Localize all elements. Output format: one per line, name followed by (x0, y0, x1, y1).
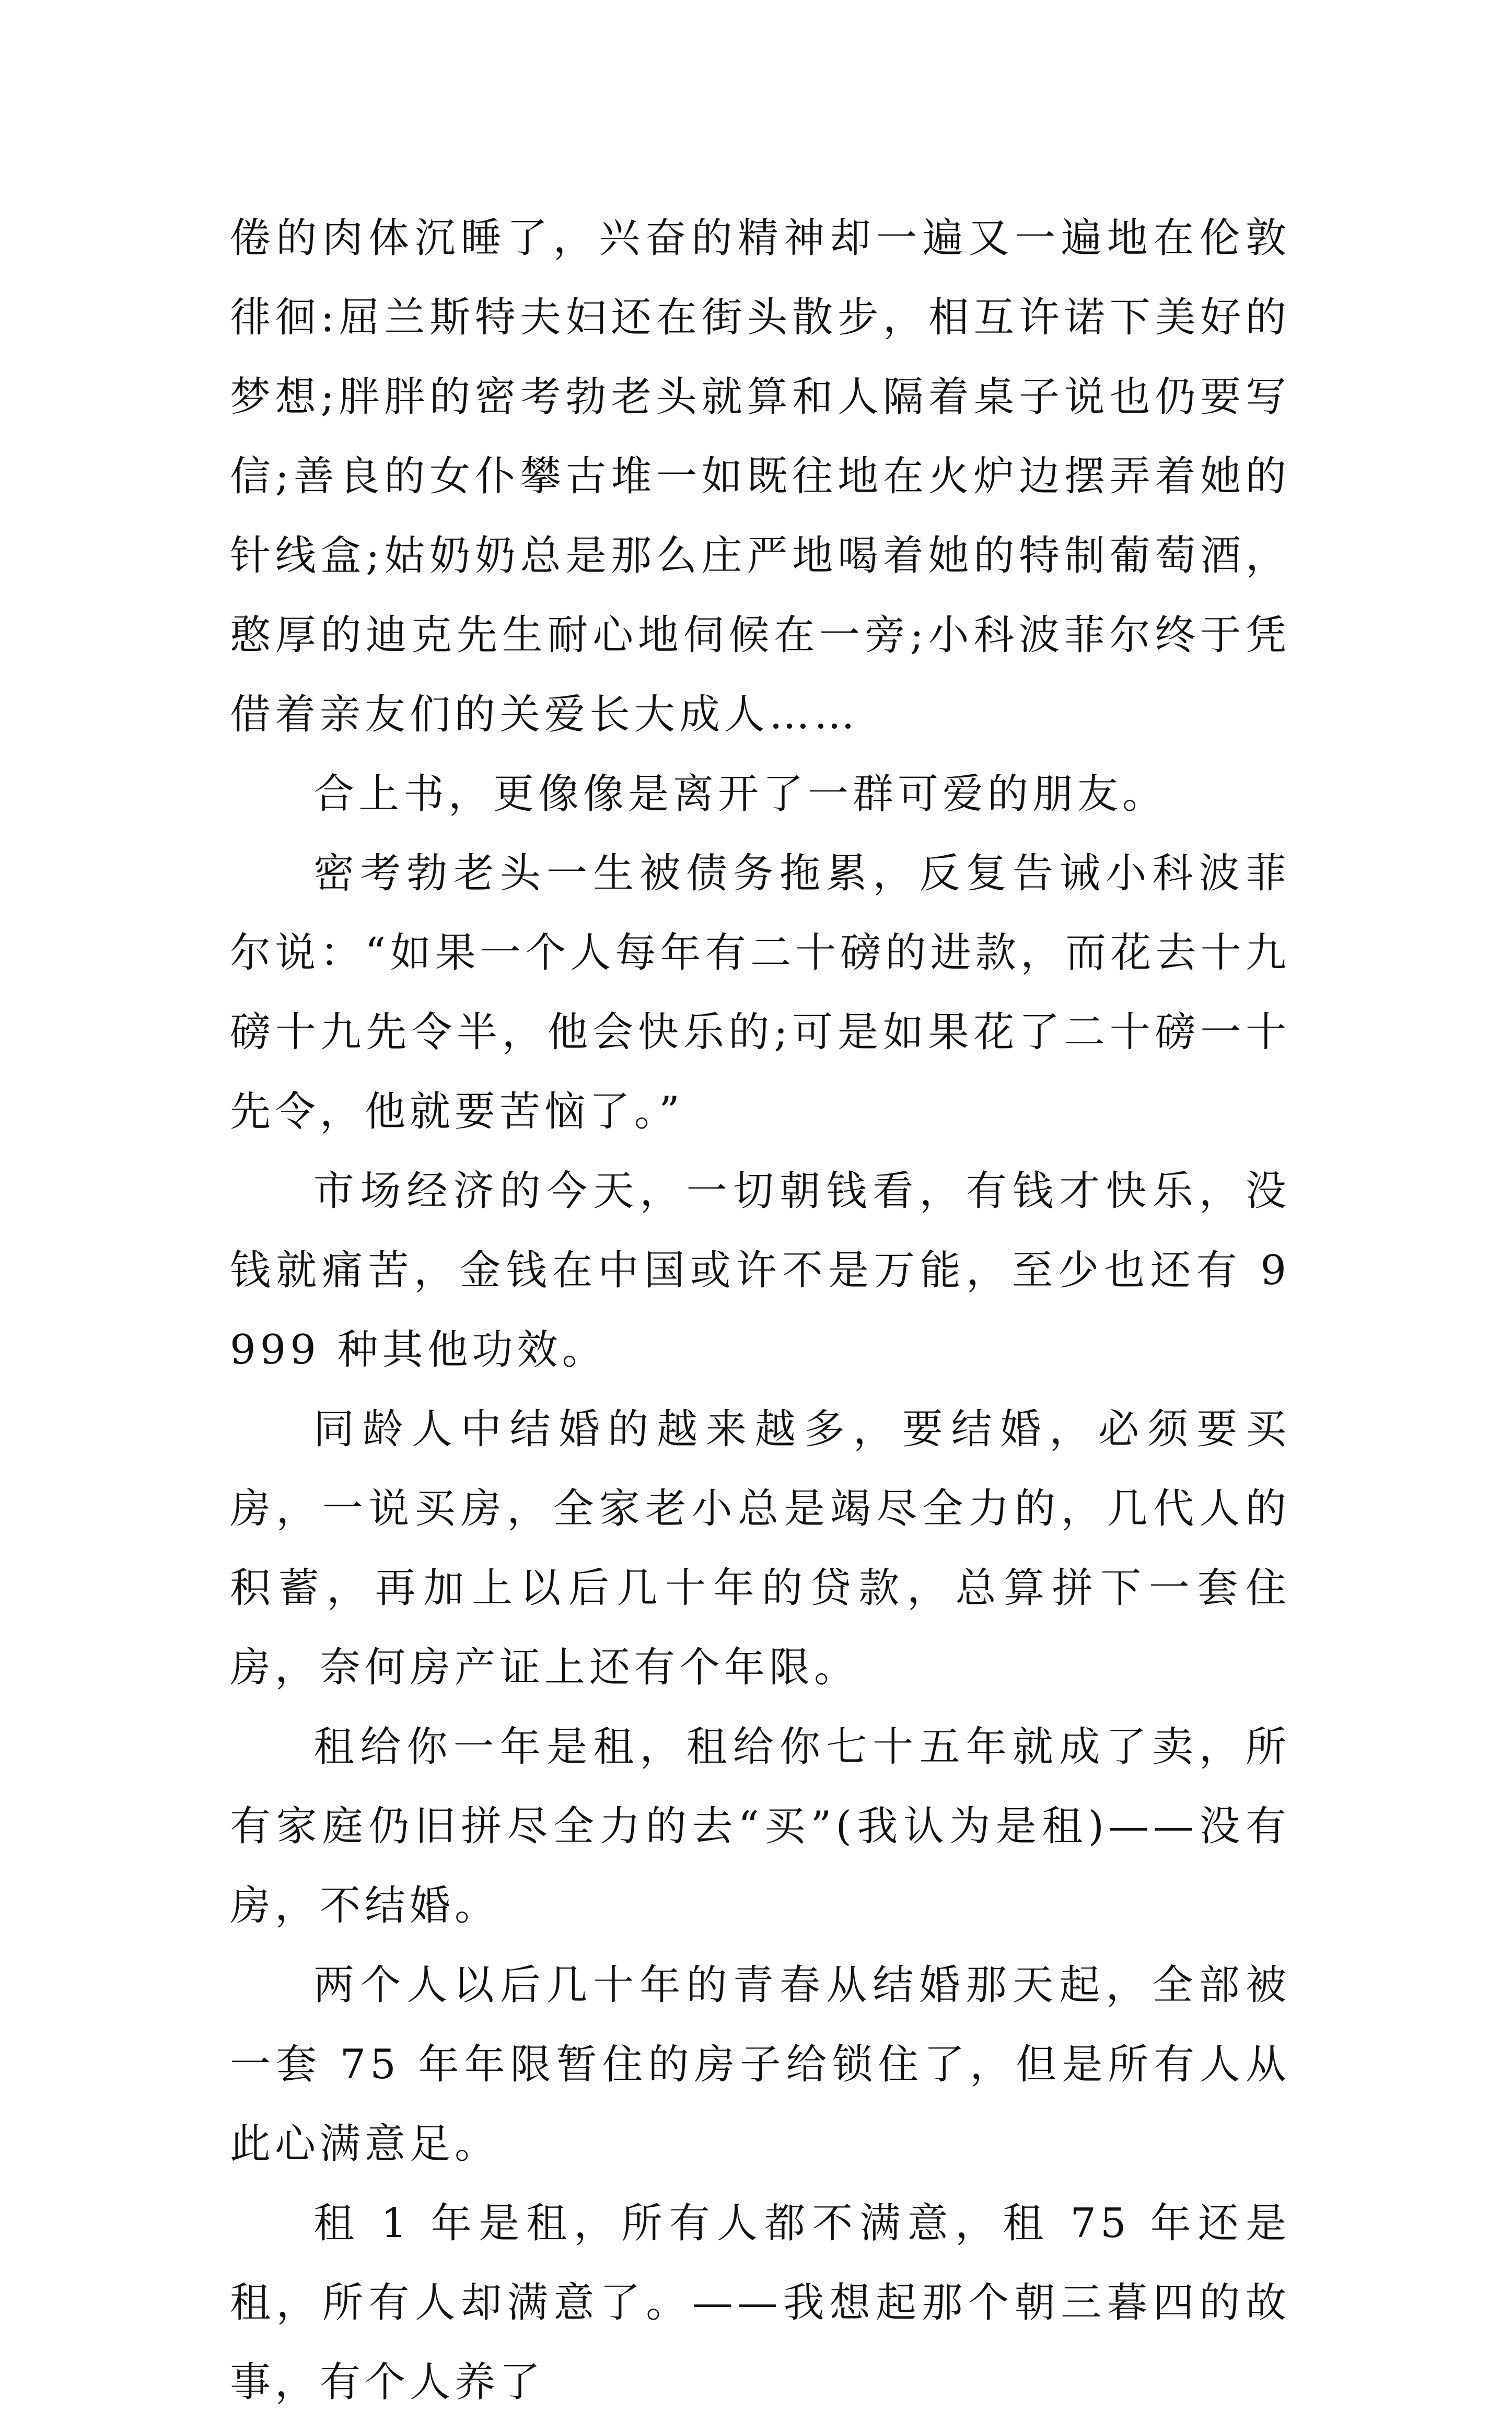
body-text (230, 199, 1290, 2422)
paragraph-4: 市场经济的今天，一切朝钱看，有钱才快乐，没钱就痛苦，金钱在中国或许不是万能，至少也还有 9999 种其他功效。 (230, 1168, 1290, 1373)
paragraph-3: 密考勃老头一生被债务拖累，反复告诫小科波菲尔说：“如果一个人每年有二十磅的进款，而花去十九磅十九先令半，他会快乐的;可是如果花了二十磅一十先令，他就要苦恼了。” (230, 850, 1290, 1135)
paragraph-6: 租给你一年是租，租给你七十五年就成了卖，所有家庭仍旧拼尽全力的去“买”(我认为是租)——没有房，不结婚。 (230, 1724, 1290, 1929)
paragraph-1: 倦的肉体沉睡了，兴奋的精神却一遍又一遍地在伦敦徘徊:屈兰斯特夫妇还在街头散步，相互许诺下美好的梦想;胖胖的密考勃老头就算和人隔着桌子说也仍要写信;善良的女仆攀古堆一如既往地在火炉边摆弄着她的针线盒;姑奶奶总是那么庄严地喝着她的特制葡萄酒，憨厚的迪克先生耐心地伺候在一旁;小科波菲尔终于凭借着亲友们的关爱长大成人…… (230, 215, 1290, 738)
paragraph-7: 两个人以后几十年的青春从结婚那天起，全部被一套 75 年年限暂住的房子给锁住了，但是所有人从此心满意足。 (230, 1962, 1290, 2168)
paragraph-8: 租 1 年是租，所有人都不满意，租 75 年还是租，所有人却满意了。——我想起那个朝三暮四的故事，有个人养了 (230, 2200, 1290, 2406)
paragraph-5: 同龄人中结婚的越来越多，要结婚，必须要买房，一说买房，全家老小总是竭尽全力的，几代人的积蓄，再加上以后几十年的贷款，总算拼下一套住房，奈何房产证上还有个年限。 (230, 1406, 1290, 1691)
paragraph-2: 合上书，更像像是离开了一群可爱的朋友。 (313, 771, 1168, 818)
